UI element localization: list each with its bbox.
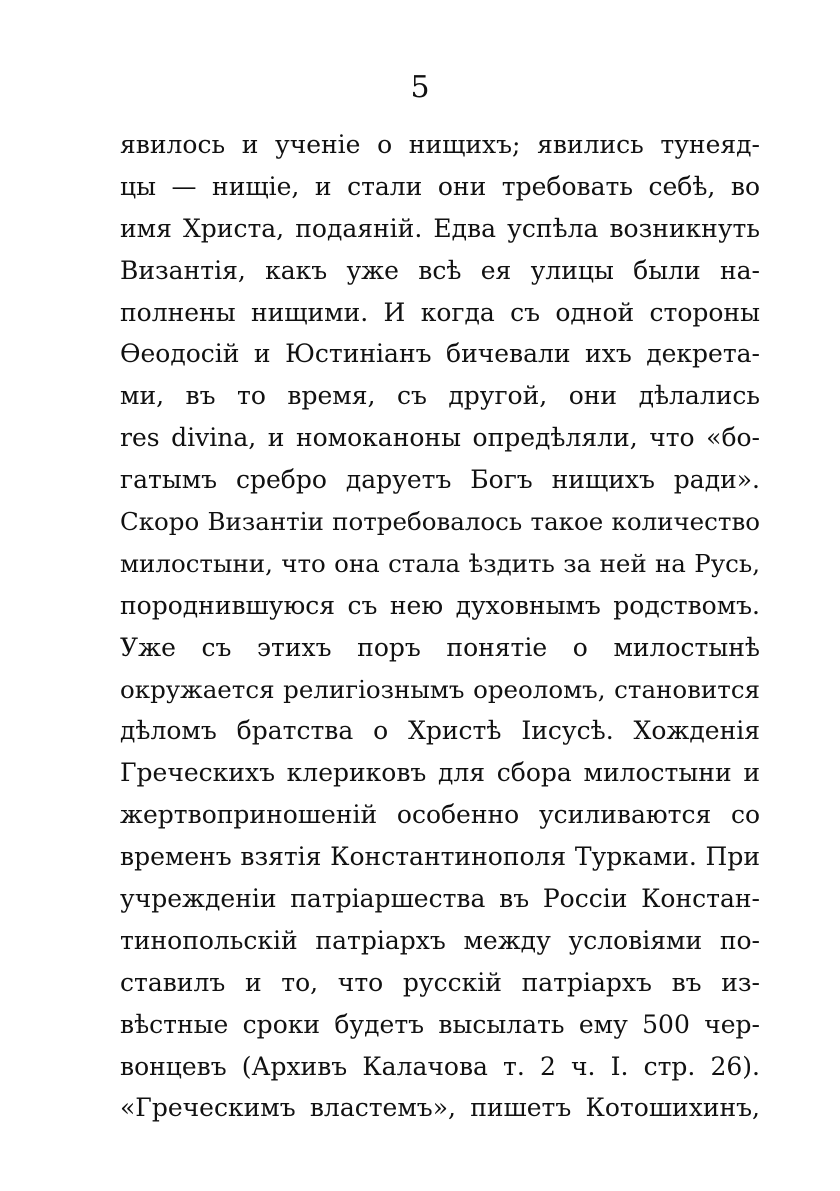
text-line: временъ взятія Константинополя Турками. При: [120, 842, 760, 872]
text-line: ставилъ и то, что русскій патріархъ въ из-: [120, 967, 760, 997]
text-line: res divina, и номоканоны опредѣляли, что «бо-: [120, 423, 760, 453]
text-line: «Греческимъ властемъ», пишетъ Котошихинъ,: [120, 1093, 760, 1123]
text-line: Ѳеодосій и Юстиніанъ бичевали ихъ декрета-: [120, 339, 760, 369]
text-line: ми, въ то время, съ другой, они дѣлались: [120, 381, 760, 411]
text-line: Уже съ этихъ поръ понятіе о милостынѣ: [120, 632, 760, 662]
text-line: полнены нищими. И когда съ одной стороны: [120, 297, 760, 327]
text-line: породнившуюся съ нею духовнымъ родствомъ.: [120, 590, 760, 620]
page-number: 5: [410, 70, 430, 105]
text-line: дѣломъ братства о Христѣ Іисусѣ. Хожденія: [120, 716, 760, 746]
text-line: вонцевъ (Архивъ Калачова т. 2 ч. I. стр. 26).: [120, 1051, 760, 1081]
text-line: явилось и ученіе о нищихъ; явились тунеяд-: [120, 130, 760, 159]
body-text: [120, 124, 760, 1129]
text-line: Скоро Византіи потребовалось такое количество: [120, 507, 760, 537]
text-line: тинопольскій патріархъ между условіями по-: [120, 925, 760, 955]
text-line: жертвоприношеній особенно усиливаются со: [120, 800, 760, 830]
text-line: цы — нищіе, и стали они требовать себѣ, во: [120, 171, 760, 201]
text-line: имя Христа, подаяній. Едва успѣла возникнуть: [120, 213, 760, 243]
text-line: милостыни, что она стала ѣздить за ней на Русь,: [120, 548, 760, 578]
text-line: учрежденіи патріаршества въ Россіи Констан-: [120, 884, 760, 914]
text-line: гатымъ сребро даруетъ Богъ нищихъ ради».: [120, 465, 760, 495]
text-line: окружается религіознымъ ореоломъ, становится: [120, 674, 760, 704]
text-line: вѣстные сроки будетъ высылать ему 500 чер-: [120, 1009, 760, 1039]
text-line: Византія, какъ уже всѣ ея улицы были на-: [120, 255, 760, 285]
text-line: Греческихъ клериковъ для сбора милостыни и: [120, 758, 760, 788]
